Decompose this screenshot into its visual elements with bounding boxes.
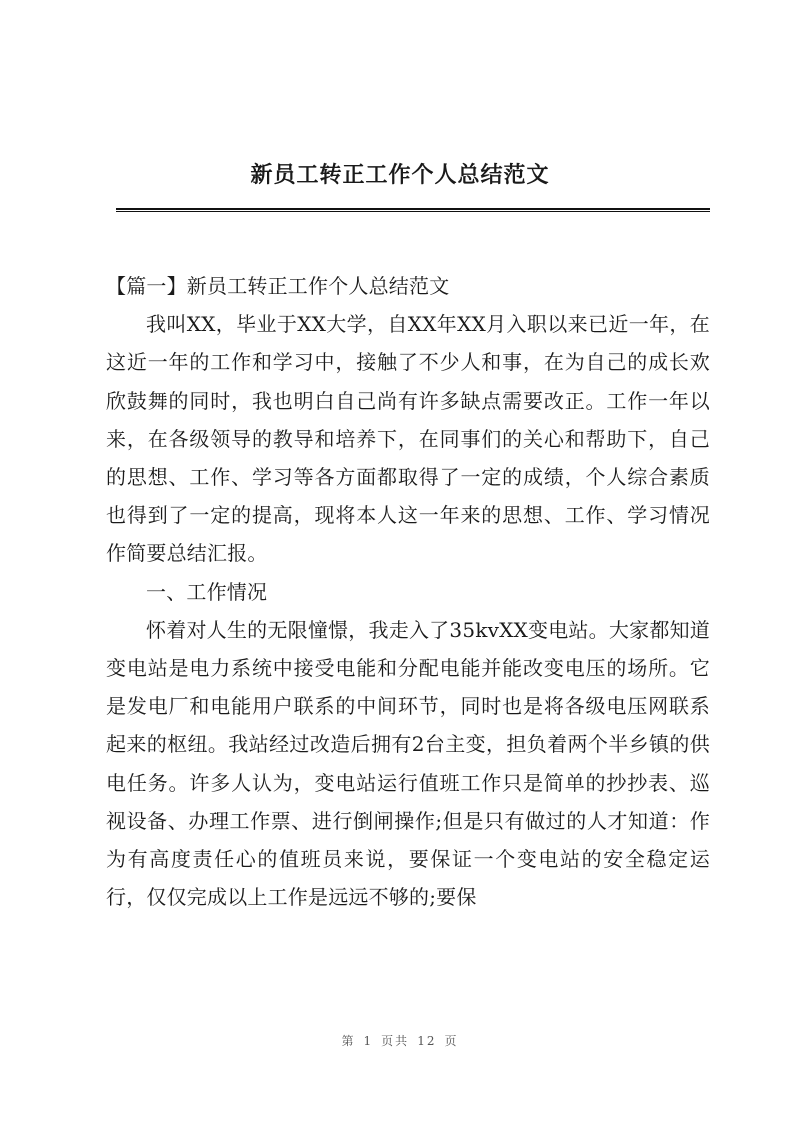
subsection-heading-work: 一、工作情况 [146,579,268,604]
footer-middle: 页共 [381,1034,410,1048]
footer-suffix: 页 [444,1034,459,1048]
body-paragraph-work: 怀着对人生的无限憧憬，我走入了35kvXX变电站。大家都知道变电站是电力系统中接受电能和分配电能并能改变电压的场所。它是发电厂和电能用户联系的中间环节，同时也是将各级电压网联系起来的枢纽。我站经过改造后拥有2台主变，担负着两个半乡镇的供电任务。许多人认为，变电站运行值班工作只是简单的抄抄表、巡视设备、办理工作票、进行倒闸操作;但是只有做过的人才知道：作为有高度责任心的值班员来说，要保证一个变电站的安全稳定运行，仅仅完成以上工作是远远不够的;要保 [106,617,710,910]
document-body [106,267,710,916]
title-divider [116,208,710,212]
footer-page-total: 12 [417,1034,437,1048]
page-footer [0,1032,800,1049]
footer-page-number: 1 [363,1034,374,1048]
document-title: 新员工转正工作个人总结范文 [250,162,550,188]
section-heading: 【篇一】新员工转正工作个人总结范文 [106,274,450,298]
footer-prefix: 第 [341,1034,356,1048]
body-paragraph-intro: 我叫XX，毕业于XX大学，自XX年XX月入职以来已近一年，在这近一年的工作和学习中，接触了不少人和事，在为自己的成长欢欣鼓舞的同时，我也明白自己尚有许多缺点需要改正。工作一年以来，在各级领导的教导和培养下，在同事们的关心和帮助下，自己的思想、工作、学习等各方面都取得了一定的成绩，个人综合素质也得到了一定的提高，现将本人这一年来的思想、工作、学习情况作简要总结汇报。 [106,312,710,566]
